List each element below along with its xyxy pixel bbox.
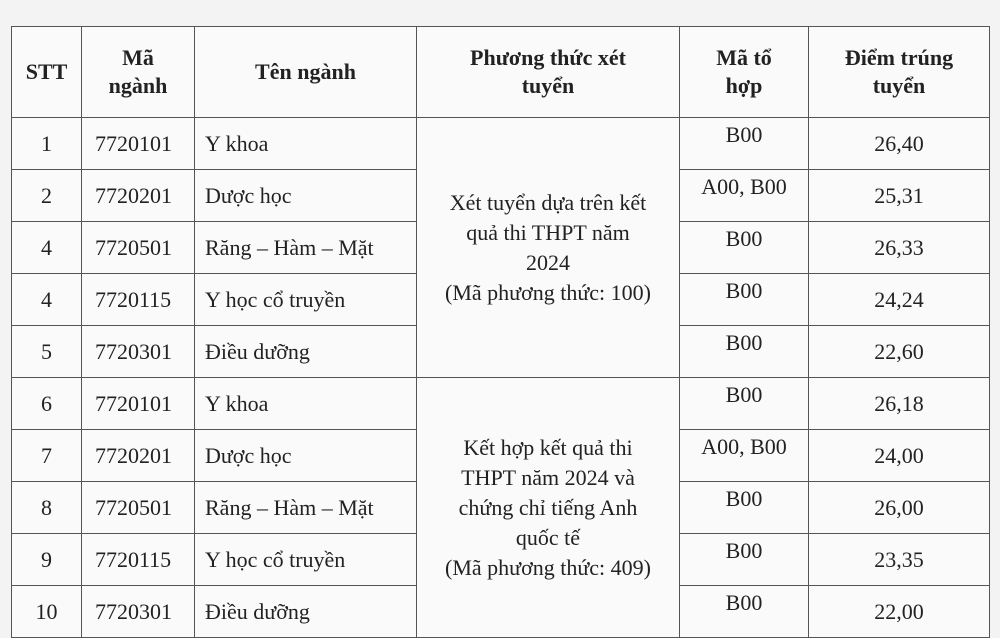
header-phuong-thuc-line2: tuyển — [521, 73, 575, 98]
method-line: quốc tế — [515, 524, 581, 550]
header-ma-nganh — [82, 27, 195, 118]
cell-stt: 5 — [12, 326, 82, 378]
header-phuong-thuc-line1: Phương thức xét — [470, 45, 626, 70]
cell-method-409 — [417, 378, 680, 638]
cell-ma-nganh: 7720115 — [82, 534, 195, 586]
cell-ma-nganh: 7720115 — [82, 274, 195, 326]
cell-ma-nganh: 7720201 — [82, 430, 195, 482]
cell-stt: 1 — [12, 118, 82, 170]
cell-ten-nganh: Điều dưỡng — [195, 586, 417, 638]
cell-ma-nganh: 7720301 — [82, 586, 195, 638]
admission-score-table — [11, 26, 990, 638]
cell-diem: 26,00 — [809, 482, 990, 534]
header-ma-to-hop-line2: hợp — [725, 73, 763, 98]
cell-to-hop: B00 — [680, 378, 809, 430]
table-row — [12, 378, 990, 430]
cell-to-hop: B00 — [680, 274, 809, 326]
cell-to-hop: B00 — [680, 118, 809, 170]
method-line: Xét tuyển dựa trên kết — [449, 189, 647, 215]
cell-ten-nganh: Dược học — [195, 170, 417, 222]
cell-stt: 9 — [12, 534, 82, 586]
method-line: quả thi THPT năm — [466, 219, 630, 245]
cell-diem: 22,60 — [809, 326, 990, 378]
header-row — [12, 27, 990, 118]
cell-diem: 25,31 — [809, 170, 990, 222]
cell-to-hop: B00 — [680, 326, 809, 378]
table-row — [12, 118, 990, 170]
cell-ten-nganh: Dược học — [195, 430, 417, 482]
cell-to-hop: B00 — [680, 222, 809, 274]
cell-stt: 2 — [12, 170, 82, 222]
header-ma-nganh-line1: Mã — [122, 45, 154, 70]
cell-stt: 4 — [12, 222, 82, 274]
cell-diem: 23,35 — [809, 534, 990, 586]
cell-diem: 24,00 — [809, 430, 990, 482]
cell-to-hop: B00 — [680, 534, 809, 586]
method-line: (Mã phương thức: 409) — [445, 554, 651, 580]
cell-ten-nganh: Y khoa — [195, 378, 417, 430]
cell-ten-nganh: Y khoa — [195, 118, 417, 170]
header-diem-line2: tuyển — [872, 73, 926, 98]
method-line: chứng chỉ tiếng Anh — [458, 494, 638, 520]
header-ten-nganh: Tên ngành — [195, 27, 417, 118]
header-ma-nganh-line2: ngành — [108, 73, 168, 98]
cell-diem: 26,40 — [809, 118, 990, 170]
method-line: 2024 — [526, 249, 570, 275]
cell-ten-nganh: Răng – Hàm – Mặt — [195, 222, 417, 274]
cell-ten-nganh: Điều dưỡng — [195, 326, 417, 378]
cell-method-100 — [417, 118, 680, 378]
cell-diem: 26,18 — [809, 378, 990, 430]
cell-to-hop: A00, B00 — [680, 170, 809, 222]
header-ma-to-hop-line1: Mã tổ — [716, 45, 772, 70]
cell-ma-nganh: 7720101 — [82, 378, 195, 430]
cell-diem: 24,24 — [809, 274, 990, 326]
cell-ten-nganh: Y học cổ truyền — [195, 274, 417, 326]
header-stt: STT — [12, 27, 82, 118]
cell-ma-nganh: 7720501 — [82, 222, 195, 274]
cell-ma-nganh: 7720301 — [82, 326, 195, 378]
cell-diem: 22,00 — [809, 586, 990, 638]
cell-to-hop: B00 — [680, 586, 809, 638]
cell-ten-nganh: Răng – Hàm – Mặt — [195, 482, 417, 534]
cell-ma-nganh: 7720201 — [82, 170, 195, 222]
cell-stt: 10 — [12, 586, 82, 638]
cell-stt: 8 — [12, 482, 82, 534]
method-line: (Mã phương thức: 100) — [445, 279, 651, 305]
method-line: THPT năm 2024 và — [461, 464, 635, 490]
header-diem-trung-tuyen — [809, 27, 990, 118]
header-ma-to-hop — [680, 27, 809, 118]
cell-stt: 6 — [12, 378, 82, 430]
cell-ma-nganh: 7720501 — [82, 482, 195, 534]
admission-score-table-container — [11, 26, 990, 638]
cell-ten-nganh: Y học cổ truyền — [195, 534, 417, 586]
cell-to-hop: B00 — [680, 482, 809, 534]
cell-diem: 26,33 — [809, 222, 990, 274]
method-line: Kết hợp kết quả thi — [463, 434, 633, 460]
cell-stt: 7 — [12, 430, 82, 482]
cell-stt: 4 — [12, 274, 82, 326]
cell-ma-nganh: 7720101 — [82, 118, 195, 170]
header-phuong-thuc — [417, 27, 680, 118]
cell-to-hop: A00, B00 — [680, 430, 809, 482]
header-diem-line1: Điểm trúng — [844, 45, 954, 70]
